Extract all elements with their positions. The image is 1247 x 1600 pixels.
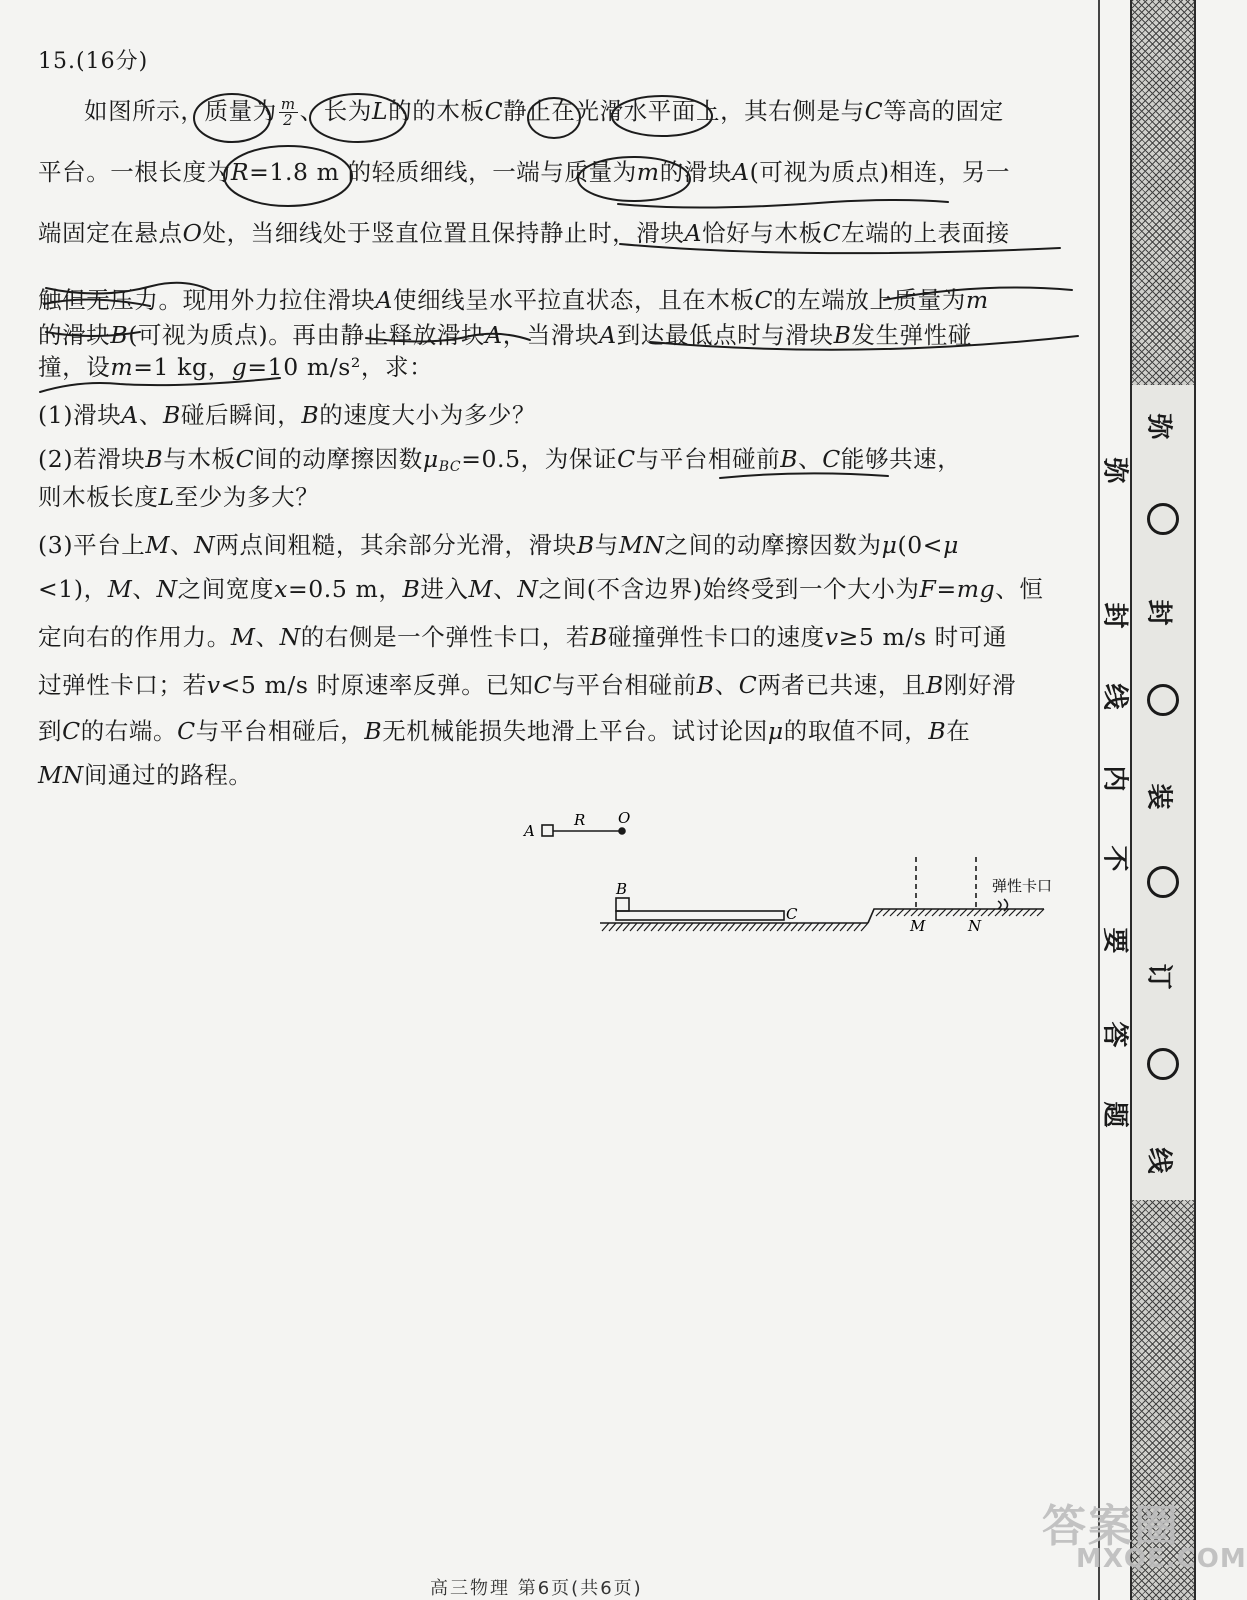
binding-char: 线: [1143, 1147, 1174, 1174]
symbol-b: B: [402, 575, 421, 603]
binding-hatch-top: [1130, 0, 1196, 385]
hatch-mark: [833, 923, 840, 931]
slider-b-shape: [616, 898, 629, 911]
watermark-logo: [1020, 1490, 1247, 1590]
question-line: [38, 622, 1007, 652]
symbol-a: A: [599, 321, 617, 349]
hatch-mark: [777, 923, 784, 931]
hatch-mark: [623, 923, 630, 931]
binding-hole-icon: [1147, 1048, 1179, 1080]
text-run: 的速度大小为多少？: [319, 401, 537, 429]
text-run: 间通过的路程。: [83, 761, 253, 789]
binding-char: 要: [1099, 927, 1130, 954]
text-run: 、: [170, 531, 195, 559]
slider-a-shape: [542, 825, 553, 836]
text-run: (0<: [897, 531, 944, 559]
symbol-n: N: [517, 575, 539, 603]
symbol-o: O: [182, 219, 203, 247]
diagram-label-o: O: [618, 809, 631, 827]
hatch-mark: [1037, 909, 1044, 916]
hatch-mark: [883, 909, 890, 916]
question-line: [38, 716, 970, 746]
symbol-m: M: [145, 531, 171, 559]
platform-hatch: [876, 909, 1044, 916]
hatch-mark: [602, 923, 609, 931]
watermark-text: 答案圈: [1042, 1501, 1180, 1552]
symbol-b: B: [145, 445, 164, 473]
symbol-l: L: [158, 483, 175, 511]
binding-char: 弥: [1143, 413, 1174, 440]
question-line: [38, 157, 1010, 187]
text-run: 的取值不同，: [783, 717, 929, 745]
symbol-g: g: [231, 353, 248, 381]
hatch-mark: [953, 909, 960, 916]
hatch-mark: [1016, 909, 1023, 916]
hatch-mark: [925, 909, 932, 916]
question-line: [38, 530, 959, 560]
symbol-b: B: [780, 445, 799, 473]
text-run: ≥5 m/s 时可通: [838, 623, 1007, 651]
symbol-m: M: [107, 575, 133, 603]
symbol-c: C: [754, 286, 774, 314]
symbol-m: m: [965, 286, 989, 314]
symbol-m: M: [468, 575, 494, 603]
question-line: [38, 218, 1010, 248]
binding-char: 不: [1099, 845, 1130, 872]
text-run: 刚好滑: [943, 671, 1017, 699]
text-run: 、: [798, 445, 823, 473]
fraction-denominator: 2: [283, 111, 294, 129]
hatch-mark: [826, 923, 833, 931]
text-run: 处，当细线处于竖直位置且保持静止时，滑块: [202, 219, 685, 247]
text-run: 恰好与木板: [702, 219, 823, 247]
hatch-mark: [658, 923, 665, 931]
hatch-mark: [679, 923, 686, 931]
symbol-c: C: [62, 717, 81, 745]
hatch-mark: [840, 923, 847, 931]
text-run: 的的木板: [388, 97, 485, 125]
text-run: 的右侧是一个弹性卡口，若: [300, 623, 590, 651]
text-run: 、: [493, 575, 518, 603]
text-run: 两点间粗糙，其余部分光滑，滑块: [215, 531, 577, 559]
text-run: =0.5，为保证: [461, 445, 618, 473]
symbol-c: C: [617, 445, 636, 473]
text-run: =1.8 m 的轻质细线，一端与质量为: [249, 158, 637, 186]
ground-hatch: [602, 923, 868, 931]
hatch-mark: [819, 923, 826, 931]
symbol-n: N: [279, 623, 301, 651]
text-run: 两者已共速，且: [757, 671, 927, 699]
symbol-c: C: [864, 97, 884, 125]
text-run: (2)若滑块: [38, 445, 146, 473]
symbol-b: B: [576, 531, 595, 559]
text-run: 过弹性卡口；若: [38, 671, 207, 699]
fraction-m-over-2: [279, 97, 298, 128]
hatch-mark: [672, 923, 679, 931]
hatch-mark: [735, 923, 742, 931]
text-run: <5 m/s 时原速率反弹。已知: [220, 671, 534, 699]
text-run: 碰撞弹性卡口的速度: [607, 623, 825, 651]
text-run: 在: [946, 717, 971, 745]
symbol-a: A: [732, 158, 750, 186]
diagram-label-b: B: [616, 880, 628, 898]
hatch-mark: [763, 923, 770, 931]
symbol-c: C: [484, 97, 504, 125]
binding-char: 线: [1099, 683, 1130, 710]
question-line: [38, 482, 319, 512]
hatch-mark: [939, 909, 946, 916]
text-run: 的滑块: [659, 158, 732, 186]
hatch-mark: [637, 923, 644, 931]
subscript-bc: BC: [438, 459, 462, 475]
hatch-mark: [946, 909, 953, 916]
symbol-mn: MN: [38, 761, 84, 789]
question-line: [38, 285, 989, 315]
pivot-o: [619, 828, 625, 834]
text-run: 到: [38, 717, 63, 745]
text-run: (可视为质点)相连，另一: [749, 158, 1011, 186]
text-run: =1 kg，: [133, 353, 232, 381]
hatch-mark: [1030, 909, 1037, 916]
diagram-label-a: A: [524, 822, 535, 840]
hatch-mark: [847, 923, 854, 931]
text-run: 的右端。: [80, 717, 178, 745]
text-run: 定向右的作用力。: [38, 623, 231, 651]
hatch-mark: [1009, 909, 1016, 916]
binding-char: 答: [1099, 1021, 1130, 1048]
hatch-mark: [693, 923, 700, 931]
text-run: 到达最低点时与滑块: [616, 321, 834, 349]
hatch-mark: [911, 909, 918, 916]
fraction-numerator: m: [280, 95, 296, 113]
hatch-mark: [770, 923, 777, 931]
symbol-mg: mg: [956, 575, 996, 603]
binding-char: 题: [1099, 1101, 1130, 1128]
text-run: 与木板: [163, 445, 236, 473]
hatch-mark: [791, 923, 798, 931]
text-run: 之间的动摩擦因数为: [664, 531, 882, 559]
hatch-mark: [897, 909, 904, 916]
text-run: 触但无压力。现用外力拉住滑块: [38, 286, 376, 314]
board-c-shape: [616, 911, 784, 920]
symbol-r: R: [230, 158, 250, 186]
hatch-mark: [798, 923, 805, 931]
symbol-mu: μ: [881, 531, 898, 559]
hatch-mark: [918, 909, 925, 916]
text-run: 静止在光滑水平面上，其右侧是与: [503, 97, 865, 125]
text-run: 则木板长度: [38, 483, 159, 511]
symbol-v: v: [206, 671, 221, 699]
watermark-url: MXQE.COM: [1076, 1544, 1247, 1574]
text-run: 左端的上表面接: [841, 219, 1010, 247]
symbol-a: A: [375, 286, 393, 314]
hatch-mark: [981, 909, 988, 916]
hatch-mark: [609, 923, 616, 931]
question-line: [38, 352, 433, 382]
symbol-mu: μ: [943, 531, 959, 559]
symbol-b: B: [928, 717, 947, 745]
hatch-mark: [665, 923, 672, 931]
symbol-c: C: [235, 445, 255, 473]
text-run: 无机械能损失地滑上平台。试讨论因: [382, 717, 768, 745]
binding-margin: [1090, 0, 1232, 1600]
text-run: 端固定在悬点: [38, 219, 183, 247]
hatch-mark: [812, 923, 819, 931]
question-line: [84, 96, 1004, 128]
hatch-mark: [630, 923, 637, 931]
symbol-l: L: [371, 97, 389, 125]
text-run: 平台。一根长度为: [38, 158, 231, 186]
text-run: 碰后瞬间，: [180, 401, 302, 429]
diagram-label-m: M: [910, 917, 926, 935]
symbol-c: C: [738, 671, 758, 699]
hatch-mark: [854, 923, 861, 931]
hatch-mark: [876, 909, 883, 916]
text-run: 发生弹性碰: [851, 321, 972, 349]
text-run: 与平台相碰后，: [195, 717, 365, 745]
symbol-n: N: [156, 575, 178, 603]
symbol-b: B: [110, 321, 129, 349]
question-line: [38, 670, 1016, 700]
symbol-m: M: [230, 623, 256, 651]
question-line: [38, 574, 1043, 604]
text-run: 等高的固定: [883, 97, 1004, 125]
binding-hole-icon: [1147, 866, 1179, 898]
text-run: 与平台相碰前: [635, 445, 781, 473]
binding-hole-icon: [1147, 503, 1179, 535]
binding-hole-icon: [1147, 684, 1179, 716]
text-run: 、: [132, 575, 157, 603]
hatch-mark: [651, 923, 658, 931]
text-run: <1)，: [38, 575, 108, 603]
hatch-mark: [714, 923, 721, 931]
symbol-c: C: [177, 717, 196, 745]
ink-underline-1: [618, 200, 948, 208]
binding-char: 封: [1099, 602, 1130, 629]
hatch-mark: [742, 923, 749, 931]
symbol-c: C: [533, 671, 553, 699]
diagram-label-r: R: [574, 811, 586, 829]
text-run: 、: [714, 671, 739, 699]
hatch-mark: [721, 923, 728, 931]
symbol-x: x: [274, 575, 288, 603]
hatch-mark: [686, 923, 693, 931]
text-run: 的左端放上质量为: [773, 286, 966, 314]
text-run: 如图所示，质量为: [84, 97, 277, 125]
text-run: 与平台相碰前: [552, 671, 697, 699]
hatch-mark: [967, 909, 974, 916]
hatch-mark: [988, 909, 995, 916]
hatch-mark: [728, 923, 735, 931]
hatch-mark: [700, 923, 707, 931]
symbol-mu-bc: μ: [422, 445, 439, 473]
diagram-label-n: N: [968, 917, 982, 935]
page-footer: 高三物理 第6页(共6页): [430, 1578, 643, 1599]
symbol-b: B: [301, 401, 320, 429]
question-line: [38, 444, 961, 482]
hatch-mark: [904, 909, 911, 916]
diagram-label-c: C: [786, 905, 798, 923]
symbol-b: B: [833, 321, 852, 349]
hatch-mark: [1023, 909, 1030, 916]
text-run: 能够共速，: [840, 445, 962, 473]
text-run: 进入: [420, 575, 469, 603]
symbol-m: m: [636, 158, 660, 186]
binding-char: 订: [1143, 963, 1174, 990]
binding-char: 弥: [1099, 457, 1130, 484]
symbol-f: F: [919, 575, 937, 603]
text-run: 使细线呈水平拉直状态，且在木板: [392, 286, 755, 314]
hatch-mark: [932, 909, 939, 916]
text-run: ，当滑块: [502, 321, 600, 349]
symbol-b: B: [364, 717, 383, 745]
symbol-m: m: [110, 353, 134, 381]
text-run: 、: [255, 623, 280, 651]
symbol-b: B: [162, 401, 181, 429]
text-run: 的滑块: [38, 321, 111, 349]
symbol-b: B: [926, 671, 944, 699]
text-run: 之间宽度: [177, 575, 275, 603]
text-run: =10 m/s²，求：: [247, 353, 434, 381]
hatch-mark: [960, 909, 967, 916]
text-run: 间的动摩擦因数: [254, 445, 423, 473]
symbol-c: C: [822, 219, 842, 247]
question-line: [38, 400, 536, 430]
symbol-mu: μ: [767, 717, 784, 745]
question-line: [38, 320, 972, 350]
question-line: [38, 760, 253, 790]
hatch-mark: [644, 923, 651, 931]
hatch-mark: [616, 923, 623, 931]
binding-char: 封: [1143, 599, 1174, 626]
hatch-mark: [995, 909, 1002, 916]
text-run: =: [936, 575, 957, 603]
hatch-mark: [890, 909, 897, 916]
text-run: (1)滑块: [38, 401, 122, 429]
symbol-a: A: [485, 321, 503, 349]
text-run: (3)平台上: [38, 531, 146, 559]
text-run: 撞，设: [38, 353, 111, 381]
hatch-mark: [974, 909, 981, 916]
text-run: 、: [138, 401, 163, 429]
hatch-mark: [707, 923, 714, 931]
physics-diagram: [524, 805, 1060, 945]
text-run: (可视为质点)。再由静止释放滑块: [128, 321, 486, 349]
binding-outer-line: [1098, 0, 1100, 1600]
hatch-mark: [784, 923, 791, 931]
binding-char: 内: [1099, 765, 1130, 792]
hatch-mark: [805, 923, 812, 931]
text-run: 、恒: [995, 575, 1044, 603]
hatch-mark: [749, 923, 756, 931]
symbol-b: B: [696, 671, 715, 699]
symbol-b: B: [589, 623, 608, 651]
hatch-mark: [861, 923, 868, 931]
text-run: 至少为多大？: [174, 483, 320, 511]
symbol-mn: MN: [618, 531, 665, 559]
text-run: 之间(不含边界)始终受到一个大小为: [538, 575, 920, 603]
symbol-v: v: [824, 623, 839, 651]
binding-char: 装: [1143, 783, 1174, 810]
symbol-a: A: [121, 401, 139, 429]
question-number: 15.(16分): [38, 49, 149, 74]
symbol-a: A: [684, 219, 703, 247]
hatch-mark: [756, 923, 763, 931]
text-run: =0.5 m，: [287, 575, 403, 603]
text-run: 、长为: [299, 97, 372, 125]
text-run: 与: [594, 531, 619, 559]
symbol-c: C: [822, 445, 841, 473]
symbol-n: N: [194, 531, 216, 559]
diagram-label-gate: 弹性卡口: [992, 877, 1053, 895]
